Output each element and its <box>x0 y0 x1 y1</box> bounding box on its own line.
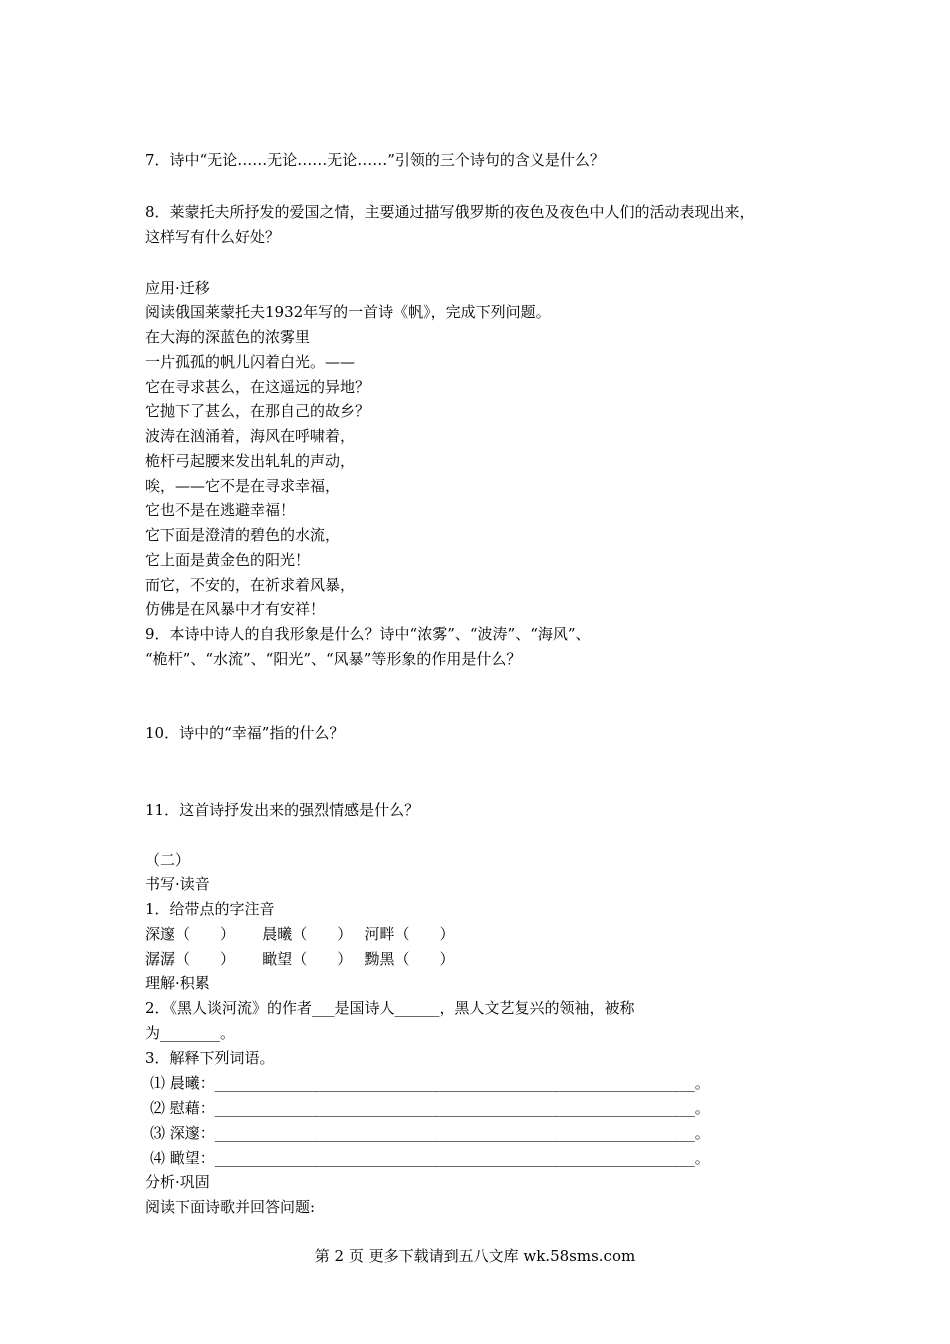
section-heading-write: 书写·读音 <box>145 875 210 893</box>
basic-question-2-line-2: 为________。 <box>145 1024 236 1042</box>
question-8-line-2: 这样写有什么好处？ <box>145 228 281 246</box>
question-10: 10．诗中的“幸福”指的什么？ <box>145 724 345 742</box>
question-11: 11．这首诗抒发出来的强烈情感是什么？ <box>145 801 420 819</box>
reading-intro: 阅读俄国莱蒙托夫1932年写的一首诗《帆》，完成下列问题。 <box>145 303 551 321</box>
poem-line: 它也不是在逃避幸福！ <box>145 501 296 519</box>
poem-line: 它抛下了甚么，在那自己的故乡？ <box>145 402 371 420</box>
basic-question-2-line-1: 2．《黑人谈河流》的作者___是国诗人______，黑人文艺复兴的领袖，被称 <box>145 999 635 1017</box>
pinyin-row-2: 潺潺（ ） 瞰望（ ） 黝黑（ ） <box>145 950 455 968</box>
definition-line: ⑷ 瞰望：________________________________________________________________。 <box>150 1149 710 1167</box>
poem-line: 仿佛是在风暴中才有安祥！ <box>145 600 326 618</box>
definition-line: ⑶ 深邃：________________________________________________________________。 <box>150 1124 710 1142</box>
reading-prompt: 阅读下面诗歌并回答问题: <box>145 1198 316 1216</box>
definition-line: ⑵ 慰藉：________________________________________________________________。 <box>150 1099 710 1117</box>
part-two-heading: （二） <box>145 851 191 869</box>
poem-line: 一片孤孤的帆儿闪着白光。—— <box>145 353 356 371</box>
question-9-line-1: 9．本诗中诗人的自我形象是什么？诗中“浓雾”、“波涛”、“海风”、 <box>145 625 591 643</box>
poem-line: 它在寻求甚么，在这遥远的异地？ <box>145 378 371 396</box>
section-heading-understand: 理解·积累 <box>145 974 210 992</box>
poem-line: 唉，——它不是在寻求幸福， <box>145 477 341 495</box>
poem-line: 它下面是澄清的碧色的水流， <box>145 526 341 544</box>
definition-line: ⑴ 晨曦：________________________________________________________________。 <box>150 1074 710 1092</box>
poem-line: 波涛在汹涌着，海风在呼啸着， <box>145 427 356 445</box>
poem-line: 桅杆弓起腰来发出轧轧的声动， <box>145 452 356 470</box>
question-9-line-2: “桅杆”、“水流”、“阳光”、“风暴”等形象的作用是什么？ <box>145 650 522 668</box>
question-8-line-1: 8．莱蒙托夫所抒发的爱国之情，主要通过描写俄罗斯的夜色及夜色中人们的活动表现出来， <box>145 203 755 221</box>
section-heading-apply: 应用·迁移 <box>145 279 210 297</box>
question-7: 7．诗中“无论……无论……无论……”引领的三个诗句的含义是什么？ <box>145 151 605 169</box>
poem-line: 而它，不安的，在祈求着风暴， <box>145 576 356 594</box>
basic-question-1: 1．给带点的字注音 <box>145 900 275 918</box>
page-footer: 第 2 页 更多下载请到五八文库 wk.58sms.com <box>314 1247 636 1265</box>
basic-question-3: 3．解释下列词语。 <box>145 1049 275 1067</box>
section-heading-analyze: 分析·巩固 <box>145 1173 210 1191</box>
poem-line: 在大海的深蓝色的浓雾里 <box>145 328 311 346</box>
pinyin-row-1: 深邃（ ） 晨曦（ ） 河畔（ ） <box>145 925 455 943</box>
poem-line: 它上面是黄金色的阳光！ <box>145 551 311 569</box>
